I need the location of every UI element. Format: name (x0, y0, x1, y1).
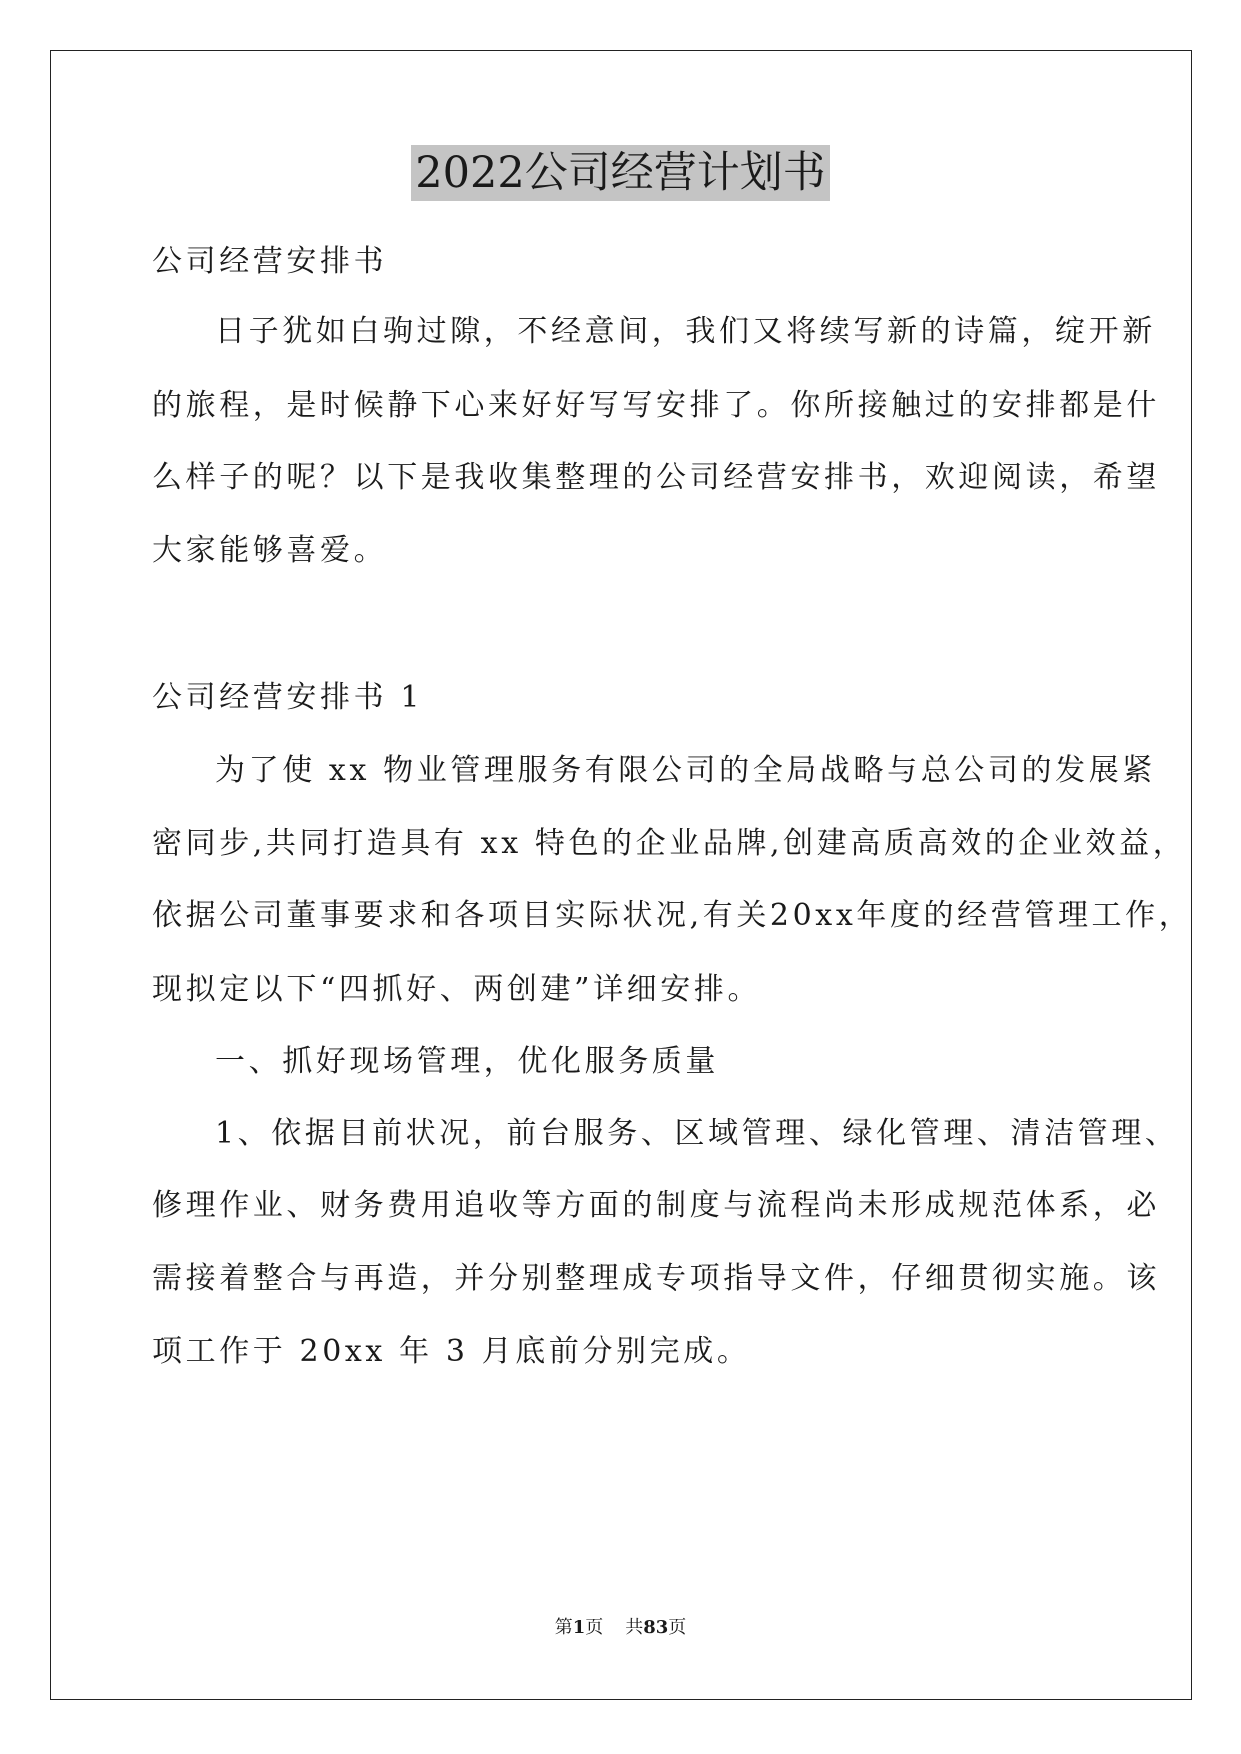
body-paragraph-line: 项工作于 20xx 年 3 月底前分别完成。 (152, 1334, 751, 1369)
body-paragraph-line: 现拟定以下“四抓好、两创建”详细安排。 (152, 972, 762, 1007)
intro-paragraph-line: 么样子的呢？以下是我收集整理的公司经营安排书，欢迎阅读，希望 (152, 460, 1160, 495)
intro-paragraph-line: 的旅程，是时候静下心来好好写写安排了。你所接触过的安排都是什 (152, 388, 1160, 423)
body-paragraph-line: 需接着整合与再造，并分别整理成专项指导文件，仔细贯彻实施。该 (152, 1261, 1160, 1296)
total-label-suffix: 页 (668, 1617, 687, 1638)
total-pages: 83 (643, 1617, 669, 1638)
body-paragraph-line: 依据公司董事要求和各项目实际状况,有关20xx年度的经营管理工作， (152, 898, 1193, 933)
body-paragraph-line: 为了使 xx 物业管理服务有限公司的全局战略与总公司的发展紧 (215, 753, 1156, 788)
total-label-prefix: 共 (625, 1617, 644, 1638)
body-paragraph-line: 修理作业、财务费用追收等方面的制度与流程尚未形成规范体系，必 (152, 1188, 1160, 1223)
section-heading: 公司经营安排书 (152, 244, 388, 279)
subsection-heading: 一、抓好现场管理，优化服务质量 (215, 1044, 719, 1079)
body-paragraph-line: 1、依据目前状况，前台服务、区域管理、绿化管理、清洁管理、 (215, 1116, 1179, 1151)
page-footer (0, 1619, 1241, 1637)
intro-paragraph-line: 大家能够喜爱。 (152, 533, 388, 568)
section-heading: 公司经营安排书 1 (152, 680, 424, 715)
page-border (50, 50, 1192, 1700)
page-number: 1 (572, 1617, 586, 1638)
page-label-prefix: 第 (554, 1617, 573, 1638)
body-paragraph-line: 密同步,共同打造具有 xx 特色的企业品牌,创建高质高效的企业效益， (152, 826, 1187, 861)
intro-paragraph-line: 日子犹如白驹过隙，不经意间，我们又将续写新的诗篇，绽开新 (215, 314, 1156, 349)
document-title-text: 2022公司经营计划书 (411, 145, 829, 201)
page-label-suffix: 页 (585, 1617, 604, 1638)
document-title (0, 148, 1241, 198)
